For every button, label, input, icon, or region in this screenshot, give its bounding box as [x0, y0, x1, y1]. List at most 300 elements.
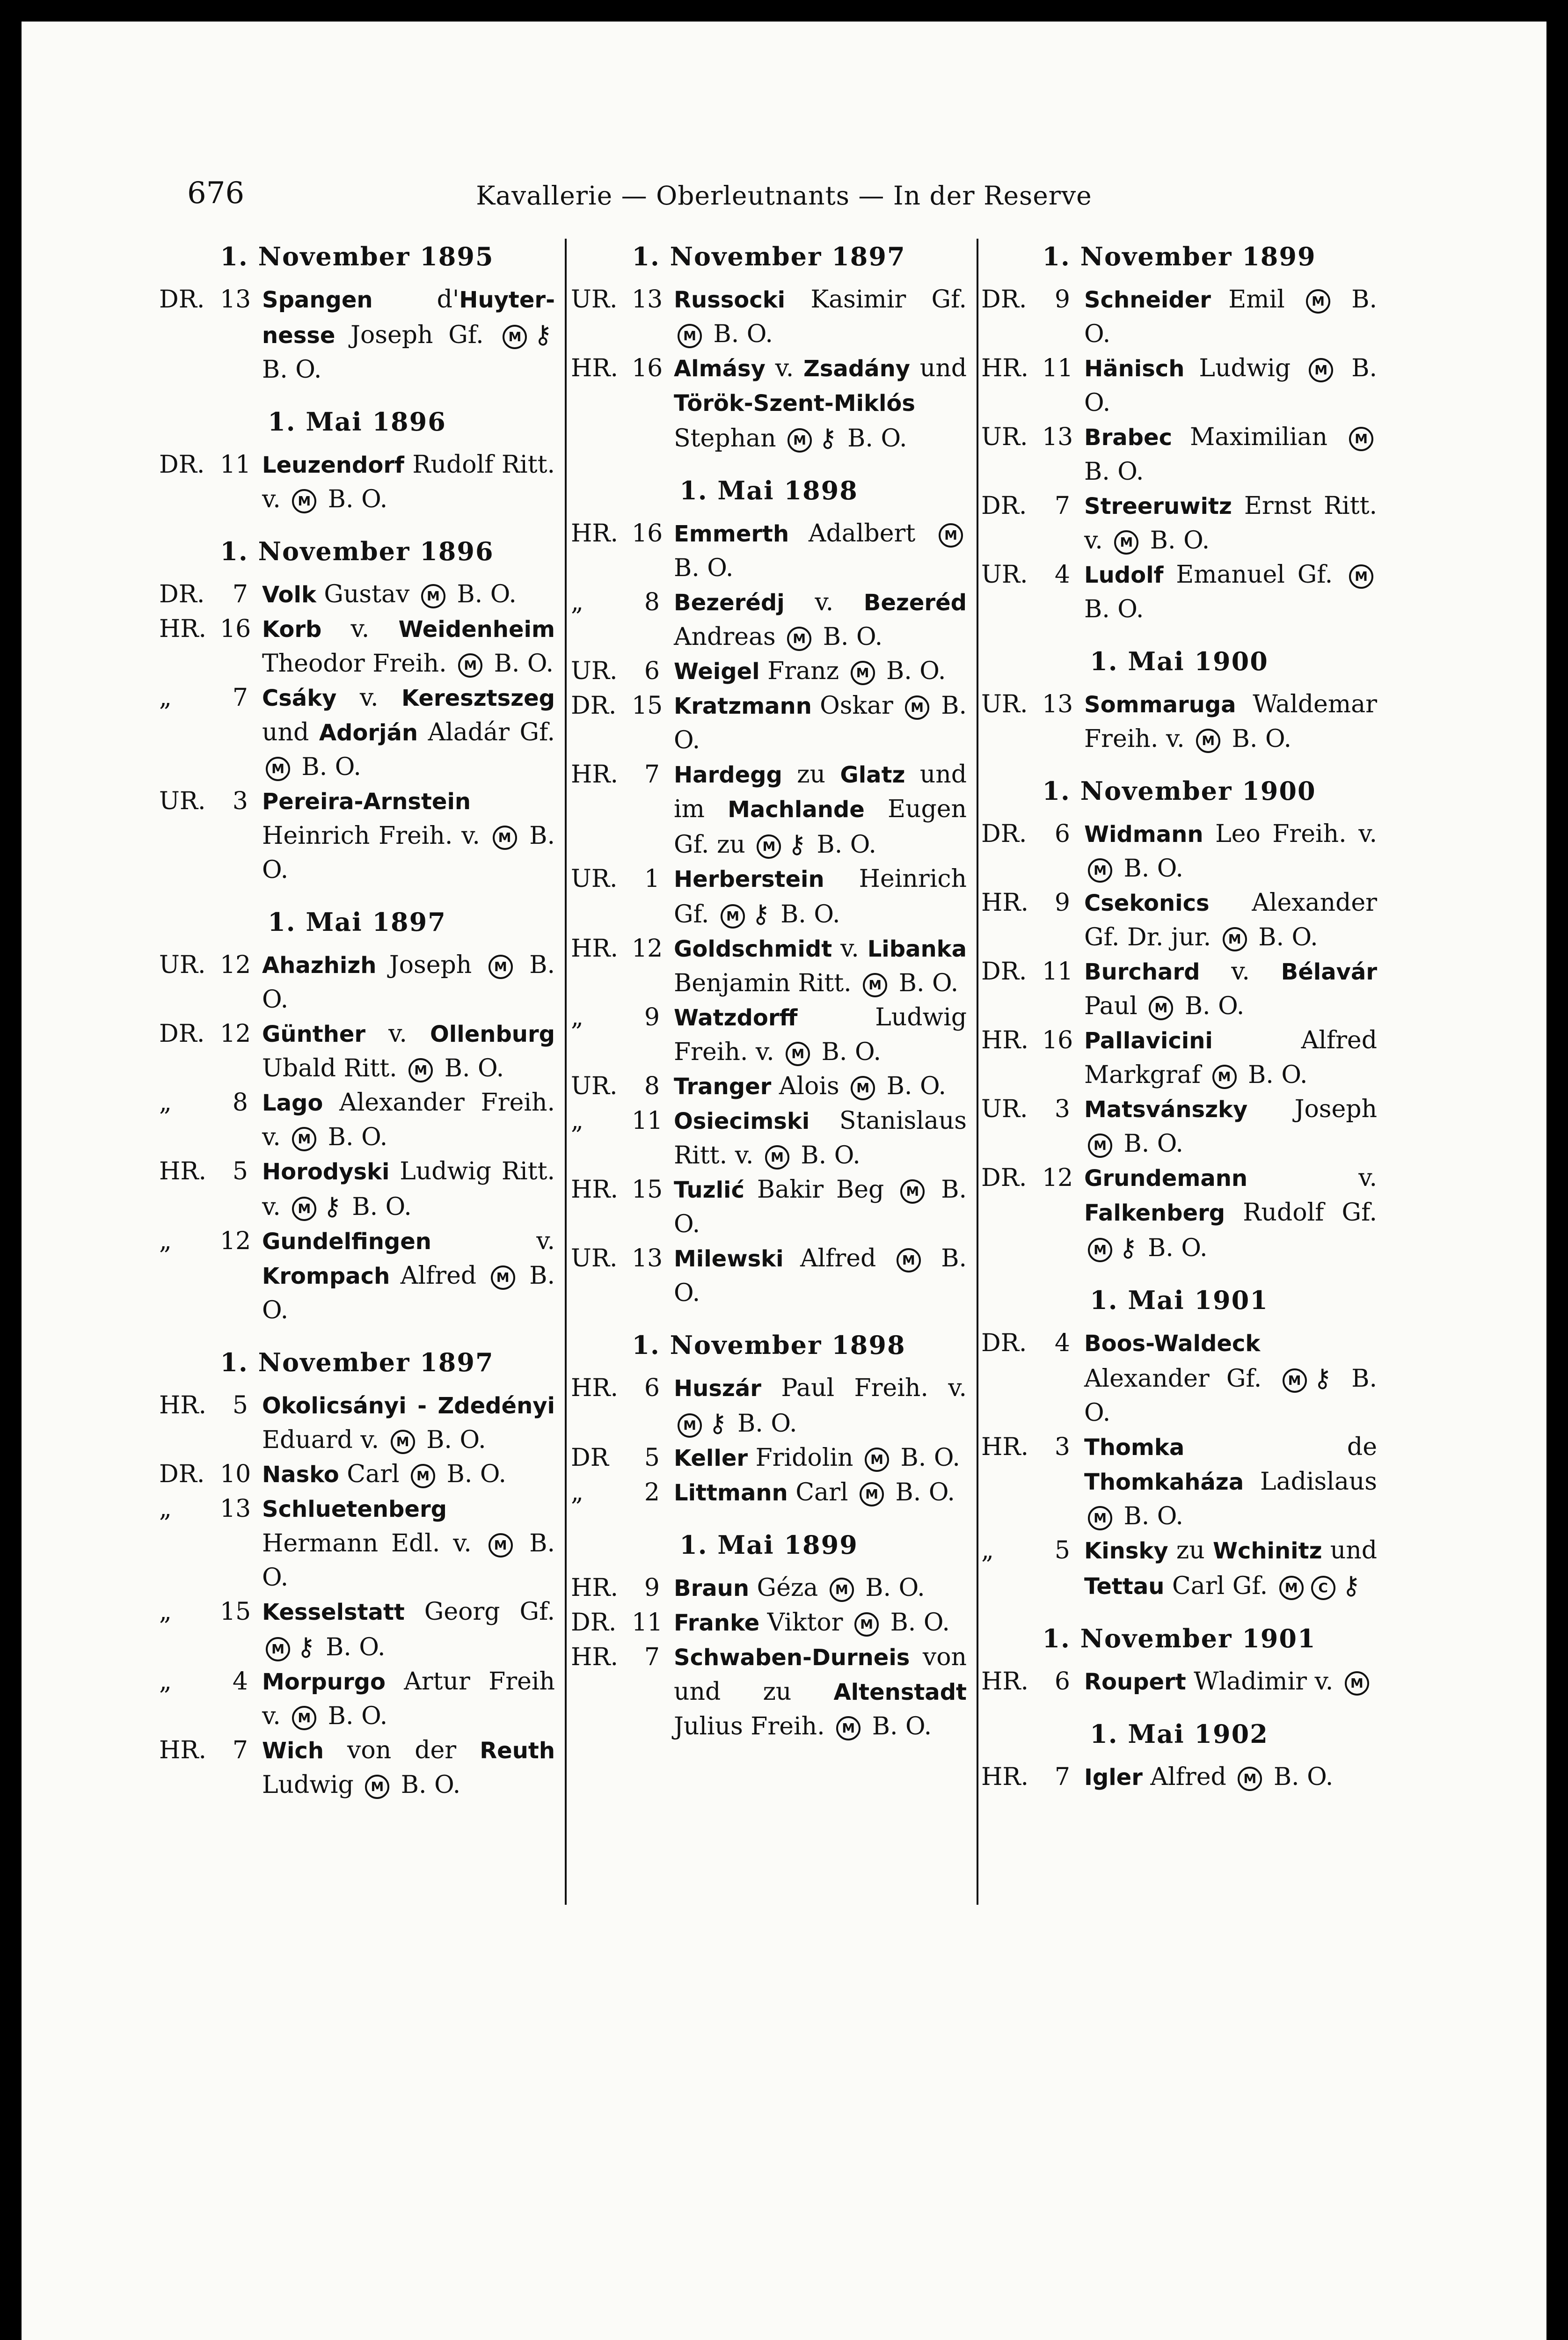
- regiment-number: 16: [632, 519, 663, 548]
- medal-icon: M: [503, 325, 527, 349]
- officer-entry: [571, 932, 967, 1001]
- officer-entry: [571, 585, 967, 654]
- regiment-number: 13: [1042, 423, 1073, 451]
- regiment-number: 12: [220, 951, 251, 979]
- officer-text: [1084, 687, 1377, 756]
- entry-text: Alfred: [1142, 1763, 1234, 1791]
- entry-text: B. O.: [439, 1460, 507, 1488]
- entry-text: B. O.: [437, 1054, 504, 1082]
- regiment-type: UR.: [981, 690, 1028, 718]
- medal-icon: M: [1196, 729, 1220, 753]
- regiment-number: 15: [632, 692, 663, 720]
- regiment-number: 7: [1054, 1763, 1070, 1791]
- entry-text: Carl: [788, 1478, 856, 1506]
- officer-entry: [571, 1104, 967, 1173]
- regiment-type: „: [571, 1003, 583, 1031]
- surname: Tuzlić: [674, 1177, 744, 1203]
- officer-entry: [159, 1665, 555, 1733]
- regiment-number: 8: [232, 1089, 248, 1117]
- regiment-number: 16: [220, 615, 251, 643]
- entry-text: Paul: [1084, 992, 1145, 1020]
- regiment-number: 12: [220, 1020, 251, 1048]
- medal-icon: M: [1238, 1767, 1262, 1791]
- officer-text: [262, 1665, 555, 1733]
- running-title: Kavallerie — Oberleutnants — In der Reserve: [476, 181, 1092, 211]
- officer-text: [674, 1476, 967, 1510]
- medal-icon: M: [939, 523, 963, 548]
- medal-icon: M: [900, 1179, 925, 1204]
- entry-text: B. O.: [891, 969, 959, 997]
- entry-text: B. O.: [773, 900, 840, 929]
- entry-text: Emil: [1211, 285, 1302, 314]
- regiment-type: DR.: [159, 1460, 205, 1488]
- entry-text: Andreas: [674, 623, 784, 651]
- regiment-type: HR.: [159, 1391, 207, 1419]
- regiment-type: HR.: [159, 1157, 207, 1185]
- regiment-type: DR.: [159, 285, 205, 314]
- surname: Thomka: [1084, 1434, 1185, 1461]
- medal-icon: M: [1306, 289, 1330, 314]
- officer-entry: [159, 448, 555, 517]
- medal-icon: M: [865, 1448, 889, 1472]
- regiment-number: 7: [1054, 492, 1070, 520]
- surname: Almásy: [674, 356, 766, 382]
- officer-entry: [571, 283, 967, 351]
- medal-icon: M: [1088, 1238, 1112, 1262]
- entry-text: Julius Freih.: [674, 1712, 833, 1740]
- officer-entry: [159, 1733, 555, 1802]
- entry-text: Ludwig: [1184, 354, 1305, 382]
- surname: Thomkaháza: [1084, 1469, 1244, 1495]
- entry-text: v.: [321, 615, 399, 643]
- medal-icon: M: [411, 1464, 435, 1488]
- regiment-type: DR: [571, 1444, 609, 1472]
- surname: Günther: [262, 1021, 366, 1047]
- medal-icon: M: [458, 653, 482, 678]
- entry-text: Bakir Beg: [744, 1176, 897, 1204]
- regiment-number: 2: [644, 1478, 660, 1506]
- medal-icon: M: [1223, 927, 1247, 951]
- officer-text: [262, 1733, 555, 1802]
- officer-entry: [571, 1069, 967, 1104]
- officer-text: [674, 1606, 967, 1640]
- entry-text: Stephan: [674, 424, 784, 453]
- medal-icon: M: [721, 904, 745, 929]
- medal-icon: M: [421, 584, 445, 608]
- entry-text: Ludwig Freih. v.: [674, 1003, 967, 1066]
- officer-entry: [571, 689, 967, 758]
- regiment-type: HR.: [981, 1763, 1029, 1791]
- regiment-number: 13: [220, 285, 251, 314]
- entry-text: B. O.: [1116, 855, 1183, 883]
- entry-text: B. O.: [320, 1123, 388, 1151]
- regiment-type: „: [159, 684, 172, 712]
- regiment-type: DR.: [981, 1329, 1027, 1357]
- chamberlain-key-icon: ⚷: [751, 899, 770, 929]
- entry-text: B. O.: [793, 1141, 861, 1170]
- officer-text: [1084, 1092, 1377, 1161]
- column-divider: [565, 239, 567, 1905]
- surname: Brabec: [1084, 424, 1173, 451]
- entry-text: Georg Gf.: [404, 1598, 555, 1626]
- medal-icon: M: [897, 1248, 921, 1272]
- entry-text: Alois: [771, 1072, 847, 1100]
- date-heading: 1. November 1896: [220, 536, 494, 566]
- chamberlain-key-icon: ⚷: [788, 829, 806, 859]
- entry-text: von und zu: [674, 1643, 967, 1706]
- regiment-type: „: [159, 1598, 172, 1626]
- surname: Streeruwitz: [1084, 493, 1232, 519]
- entry-text: B. O.: [262, 1262, 555, 1324]
- entry-text: Franz: [759, 657, 847, 685]
- regiment-type: „: [159, 1227, 172, 1255]
- regiment-number: 4: [1054, 1329, 1070, 1357]
- surname: Schwaben-Durneis: [674, 1645, 910, 1671]
- regiment-number: 3: [1054, 1433, 1070, 1461]
- regiment-type: UR.: [571, 865, 618, 893]
- officer-entry: [159, 1086, 555, 1155]
- entry-text: Fridolin: [748, 1444, 861, 1472]
- medal-icon: M: [1088, 858, 1112, 883]
- regiment-number: 13: [632, 285, 663, 314]
- regiment-number: 15: [632, 1176, 663, 1204]
- chamberlain-key-icon: ⚷: [533, 320, 552, 349]
- entry-text: B. O.: [857, 1574, 925, 1602]
- officer-entry: [159, 1595, 555, 1665]
- regiment-number: 6: [1054, 1667, 1070, 1696]
- entry-text: zu: [782, 760, 840, 789]
- entry-text: B. O.: [1084, 458, 1144, 486]
- date-section: [981, 1719, 1377, 1795]
- officer-text: [674, 932, 967, 1001]
- officer-entry: [159, 1224, 555, 1328]
- chamberlain-key-icon: ⚷: [1119, 1233, 1138, 1262]
- officer-entry: [571, 1242, 967, 1310]
- entry-text: Benjamin Ritt.: [674, 969, 860, 997]
- entry-text: B. O.: [729, 1410, 797, 1438]
- cross-medal-icon: C: [1311, 1576, 1335, 1600]
- surname: Grundemann: [1084, 1165, 1248, 1192]
- surname: Keresztszeg: [401, 685, 555, 711]
- officer-text: [1084, 1665, 1377, 1699]
- entry-text: Géza: [749, 1574, 826, 1602]
- surname: Volk: [262, 582, 316, 608]
- surname: Igler: [1084, 1764, 1143, 1791]
- officer-entry: [571, 654, 967, 689]
- surname: Leuzendorf: [262, 452, 404, 478]
- officer-entry: [571, 351, 967, 456]
- entry-text: Ladislaus: [1244, 1468, 1377, 1496]
- surname: Ludolf: [1084, 562, 1164, 588]
- entry-text: B. O.: [814, 1038, 882, 1066]
- surname: Tranger: [674, 1074, 772, 1100]
- medal-icon: M: [786, 1042, 810, 1066]
- surname: Schluetenberg: [262, 1496, 447, 1522]
- date-heading: 1. Mai 1901: [1090, 1285, 1269, 1315]
- entry-text: d': [372, 285, 459, 314]
- surname: Gundelfingen: [262, 1228, 431, 1255]
- surname: Horodyski: [262, 1159, 390, 1185]
- officer-text: [1084, 283, 1377, 351]
- surname: Milewski: [674, 1246, 784, 1272]
- regiment-type: „: [159, 1667, 172, 1696]
- entry-text: Ubald Ritt.: [262, 1054, 405, 1082]
- entry-text: B. O.: [878, 657, 946, 685]
- regiment-number: 8: [644, 588, 660, 616]
- entry-text: B. O.: [449, 580, 517, 608]
- entry-text: B. O.: [1142, 526, 1210, 555]
- entry-text: Waldemar Freih. v.: [1084, 690, 1377, 753]
- page-header: [22, 176, 1546, 223]
- entry-text: v.: [336, 684, 401, 712]
- date-section: [981, 646, 1377, 756]
- officer-entry: [981, 283, 1377, 351]
- entry-text: Gustav: [316, 580, 417, 608]
- entry-text: v.: [1200, 958, 1281, 986]
- regiment-type: HR.: [571, 935, 619, 963]
- date-heading: 1. November 1897: [220, 1347, 494, 1377]
- entry-text: Alfred: [783, 1244, 893, 1272]
- medal-icon: M: [1349, 427, 1373, 451]
- medal-icon: M: [1114, 530, 1138, 555]
- date-section: [571, 241, 967, 456]
- officer-entry: [981, 489, 1377, 558]
- medal-icon: M: [765, 1145, 789, 1170]
- medal-icon: M: [491, 1265, 515, 1290]
- officer-entry: [571, 862, 967, 932]
- regiment-type: HR.: [981, 1667, 1029, 1696]
- surname: Schneider: [1084, 287, 1211, 313]
- entry-text: Wladimir v.: [1186, 1667, 1341, 1696]
- surname: Hardegg: [674, 762, 782, 788]
- regiment-type: HR.: [159, 615, 207, 643]
- entry-text: Aladár Gf.: [418, 718, 555, 746]
- column-1: [159, 239, 555, 1822]
- entry-text: B. O.: [393, 1771, 461, 1799]
- regiment-type: DR.: [981, 1164, 1027, 1192]
- surname: Morpurgo: [262, 1669, 386, 1695]
- regiment-type: HR.: [981, 889, 1029, 917]
- entry-text: Carl Gf.: [1164, 1572, 1276, 1600]
- regiment-number: 7: [232, 684, 248, 712]
- regiment-number: 11: [1042, 958, 1073, 986]
- medal-icon: M: [863, 973, 887, 997]
- regiment-number: 5: [1054, 1536, 1070, 1565]
- regiment-number: 12: [632, 935, 663, 963]
- officer-text: [1084, 1161, 1377, 1265]
- officer-entry: [571, 1606, 967, 1640]
- entry-text: B. O.: [839, 424, 907, 453]
- entry-text: B. O.: [1084, 1365, 1377, 1427]
- officer-entry: [571, 1001, 967, 1069]
- surname: Bezerédj: [674, 590, 785, 616]
- regiment-type: DR.: [981, 285, 1027, 314]
- medal-icon: M: [678, 1413, 702, 1438]
- regiment-type: DR.: [981, 820, 1027, 848]
- regiment-type: UR.: [571, 1072, 618, 1100]
- entry-text: B. O.: [1140, 1234, 1208, 1262]
- entry-text: v.: [832, 935, 868, 963]
- medal-icon: M: [292, 1197, 316, 1221]
- regiment-number: 11: [220, 451, 251, 479]
- entry-text: B. O.: [344, 1193, 412, 1221]
- regiment-number: 9: [1054, 889, 1070, 917]
- entry-text: Heinrich Gf.: [674, 865, 967, 929]
- officer-text: [1084, 886, 1377, 955]
- officer-text: [262, 681, 555, 784]
- regiment-type: „: [981, 1536, 994, 1565]
- surname: Krompach: [262, 1263, 390, 1289]
- entry-text: Joseph: [376, 951, 485, 979]
- officer-text: [262, 1595, 555, 1665]
- date-section: [159, 536, 555, 887]
- surname: Bélavár: [1281, 959, 1377, 985]
- officer-entry: [159, 283, 555, 387]
- officer-entry: [571, 758, 967, 862]
- surname: Korb: [262, 616, 322, 643]
- medal-icon: M: [1309, 358, 1333, 382]
- entry-text: Alfred: [390, 1262, 487, 1290]
- regiment-number: 4: [1054, 561, 1070, 589]
- entry-text: Eduard v.: [262, 1426, 387, 1454]
- officer-entry: [981, 558, 1377, 627]
- surname: Pallavicini: [1084, 1028, 1213, 1054]
- officer-entry: [159, 1389, 555, 1457]
- entry-text: Paul Freih. v.: [761, 1374, 967, 1402]
- date-section: [981, 1623, 1377, 1699]
- medal-icon: M: [854, 1612, 879, 1637]
- regiment-number: 16: [1042, 1026, 1073, 1054]
- officer-text: [1084, 351, 1377, 420]
- surname: Roupert: [1084, 1669, 1186, 1695]
- regiment-type: UR.: [159, 951, 206, 979]
- surname: Goldschmidt: [674, 936, 832, 962]
- regiment-number: 7: [232, 580, 248, 608]
- surname: Glatz: [840, 762, 905, 788]
- officer-text: [674, 1001, 967, 1069]
- medal-icon: M: [851, 1076, 875, 1100]
- medal-icon: M: [365, 1775, 389, 1799]
- officer-text: [674, 1640, 967, 1744]
- date-section: [571, 475, 967, 1310]
- surname: Wich: [262, 1738, 324, 1764]
- entry-text: Ludwig Ritt. v.: [262, 1157, 555, 1221]
- entry-text: Alexander Freih. v.: [262, 1089, 555, 1151]
- date-section: [981, 1285, 1377, 1604]
- officer-entry: [571, 1640, 967, 1744]
- entry-text: Rudolf Gf.: [1225, 1199, 1377, 1227]
- entry-text: B. O.: [1084, 354, 1378, 417]
- surname: Burchard: [1084, 959, 1200, 985]
- regiment-type: DR.: [981, 958, 1027, 986]
- officer-entry: [981, 420, 1377, 489]
- surname: Keller: [674, 1445, 748, 1471]
- entry-text: B. O.: [320, 1702, 388, 1730]
- entry-text: B. O.: [864, 1712, 932, 1740]
- officer-text: [674, 517, 967, 585]
- date-heading: 1. Mai 1896: [268, 407, 446, 437]
- officer-text: [1084, 558, 1377, 627]
- chamberlain-key-icon: ⚷: [297, 1632, 315, 1661]
- regiment-type: HR.: [571, 519, 619, 548]
- regiment-number: 9: [644, 1574, 660, 1602]
- officer-entry: [571, 517, 967, 585]
- entry-text: B. O.: [809, 831, 876, 859]
- medal-icon: M: [1088, 1133, 1112, 1158]
- medal-icon: M: [292, 1127, 316, 1151]
- surname: Russocki: [674, 287, 786, 313]
- column-divider: [977, 239, 978, 1905]
- page-number: 676: [187, 176, 245, 211]
- entry-text: B. O.: [1084, 285, 1377, 348]
- surname: Machlande: [728, 797, 865, 823]
- regiment-type: UR.: [981, 423, 1028, 451]
- regiment-number: 1: [644, 865, 660, 893]
- entry-text: B. O.: [294, 753, 361, 781]
- regiment-number: 5: [644, 1444, 660, 1472]
- officer-text: [1084, 1534, 1377, 1604]
- officer-text: [262, 1017, 555, 1086]
- officer-entry: [981, 1534, 1377, 1604]
- entry-text: B. O.: [879, 1072, 947, 1100]
- chamberlain-key-icon: ⚷: [708, 1408, 727, 1438]
- surname: Spangen: [262, 287, 373, 313]
- officer-entry: [981, 1760, 1377, 1795]
- chamberlain-key-icon: ⚷: [323, 1192, 342, 1221]
- entry-text: Ernst Ritt. v.: [1084, 492, 1377, 555]
- surname: Libanka: [867, 936, 967, 962]
- surname: Ahazhizh: [262, 952, 377, 979]
- entry-text: Alexander Gf. Dr. jur.: [1084, 889, 1377, 951]
- medal-icon: M: [292, 489, 316, 513]
- officer-text: [1084, 420, 1377, 489]
- officer-text: [262, 612, 555, 681]
- regiment-type: UR.: [571, 657, 618, 685]
- officer-text: [262, 1389, 555, 1457]
- entry-text: B. O.: [674, 1176, 967, 1238]
- surname: Watzdorff: [674, 1005, 798, 1031]
- regiment-type: „: [159, 1089, 172, 1117]
- regiment-number: 8: [644, 1072, 660, 1100]
- date-section: [159, 407, 555, 517]
- medal-icon: M: [266, 1637, 290, 1661]
- officer-entry: [981, 1161, 1377, 1265]
- entry-text: und: [910, 354, 967, 382]
- surname: Osiecimski: [674, 1108, 810, 1134]
- entry-text: Emanuel Gf.: [1163, 561, 1345, 589]
- officer-entry: [981, 955, 1377, 1024]
- date-heading: 1. November 1901: [1042, 1623, 1316, 1653]
- surname: Huyter-nesse: [262, 287, 555, 349]
- surname: Zsadány: [803, 356, 911, 382]
- medal-icon: M: [830, 1578, 854, 1602]
- entry-text: Maximilian: [1172, 423, 1345, 451]
- officer-text: [674, 1441, 967, 1476]
- officer-entry: [981, 817, 1377, 886]
- medal-icon: M: [860, 1482, 884, 1506]
- date-section: [159, 241, 555, 387]
- officer-text: [262, 1457, 555, 1492]
- entry-text: v.: [1247, 1164, 1377, 1192]
- entry-text: Alexander Gf.: [1084, 1365, 1279, 1393]
- surname: Pereira-Arnstein: [262, 789, 471, 815]
- medal-icon: M: [489, 955, 513, 979]
- officer-text: [674, 1173, 967, 1242]
- officer-text: [262, 1155, 555, 1224]
- officer-text: [1084, 489, 1377, 558]
- officer-text: [1084, 1326, 1377, 1430]
- medal-icon: M: [1349, 564, 1373, 589]
